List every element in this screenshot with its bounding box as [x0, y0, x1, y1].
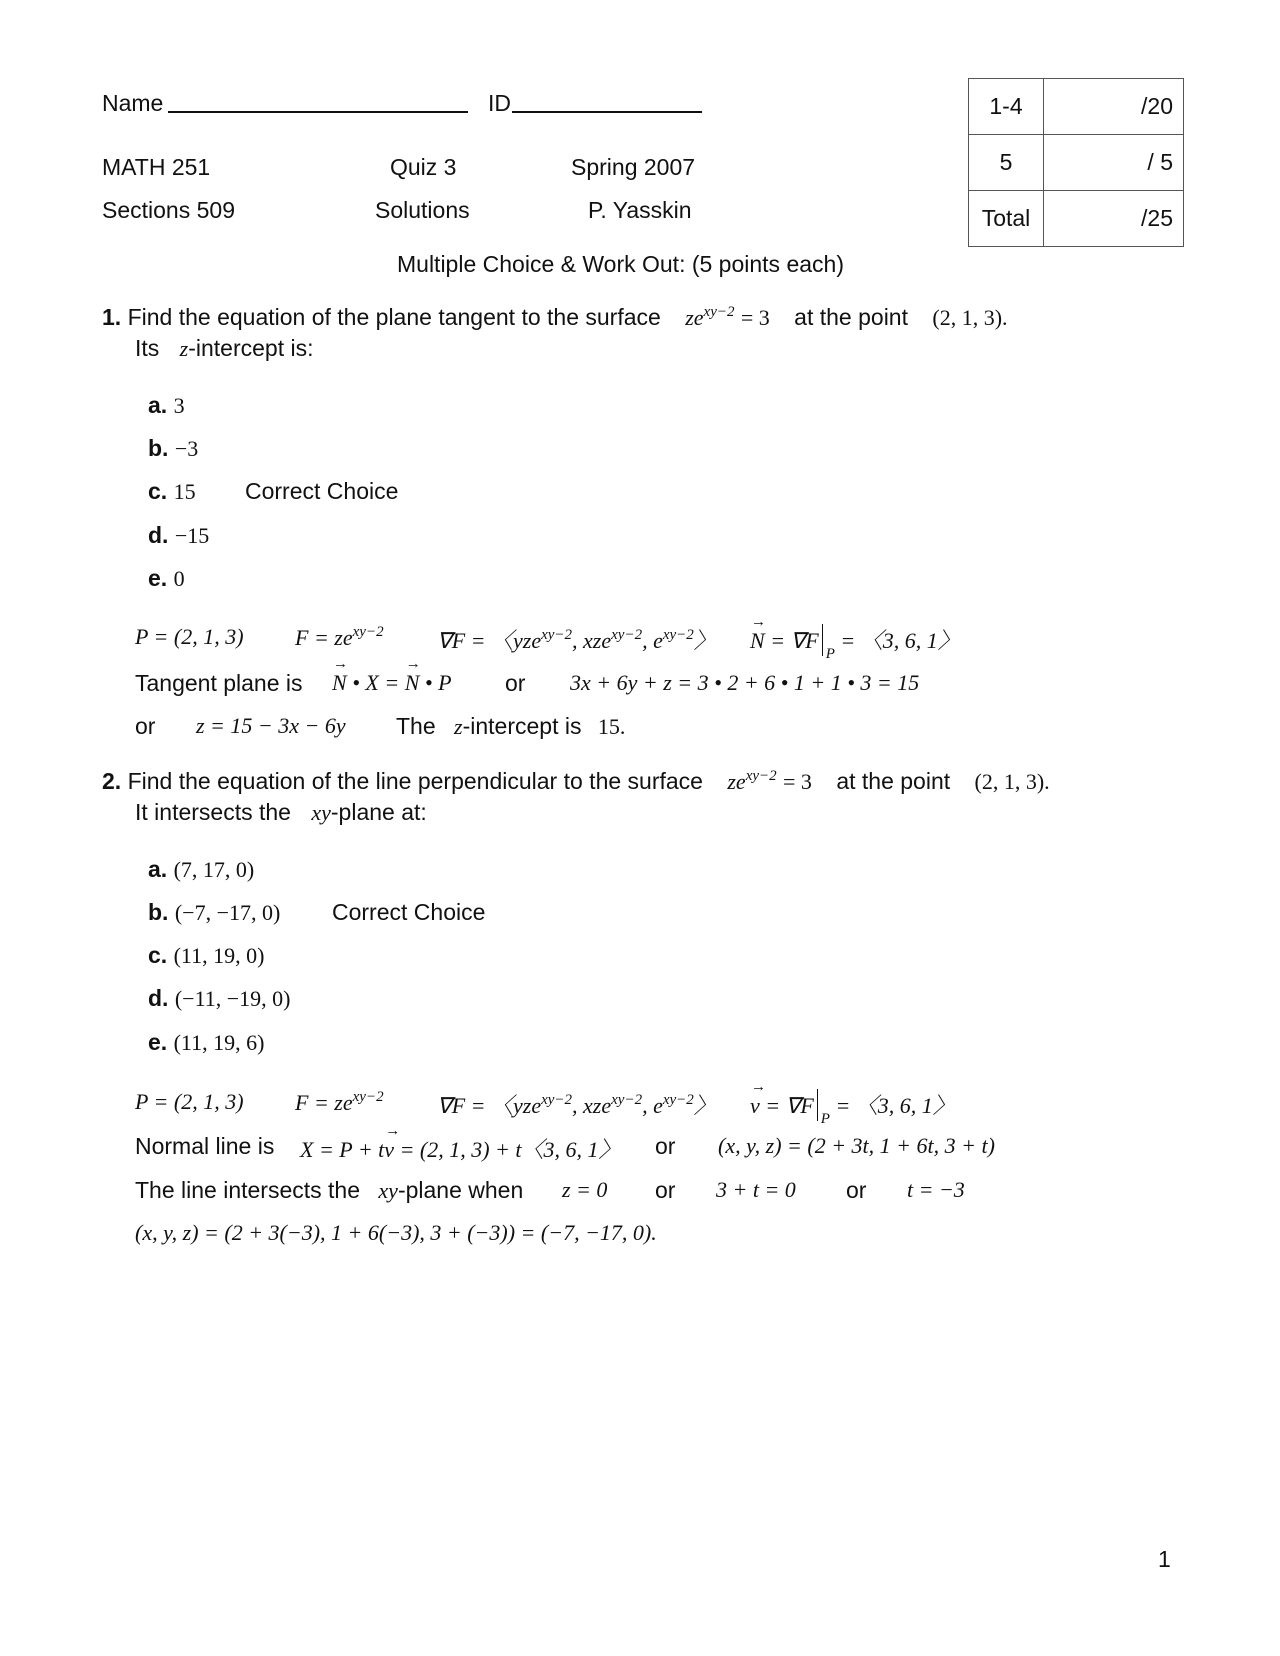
course-title: MATH 251 [102, 154, 211, 180]
q1-number: 1. [102, 304, 122, 330]
q2-option[interactable]: d. (−11, −19, 0) [148, 985, 291, 1011]
q2-text-plane: -plane at: [330, 799, 427, 825]
term: Spring 2007 [571, 154, 696, 180]
q1-sol-or-2: or [135, 713, 156, 739]
q2-sol-param-eq: (x, y, z) = (2 + 3t, 1 + 6t, 3 + t) [718, 1133, 995, 1158]
q1-text-point: at the point [794, 304, 908, 330]
q1-sol-point: P = (2, 1, 3) [135, 624, 244, 649]
q1-correct-choice: Correct Choice [245, 478, 399, 504]
solutions-label: Solutions [375, 197, 470, 223]
q2-number: 2. [102, 768, 122, 794]
q1-sol-plane-eq: 3x + 6y + z = 3 • 2 + 6 • 1 + 1 • 3 = 15 [570, 670, 920, 695]
q2-text: Find the equation of the line perpendicular to the surface [127, 768, 703, 794]
q2-sol-intersect-text: The line intersects the xy-plane when [135, 1177, 524, 1203]
quiz-title: Quiz 3 [390, 154, 457, 180]
q2-prompt-line2 [135, 799, 427, 826]
score-row [969, 191, 1184, 247]
q2-text-point: at the point [836, 768, 951, 794]
q2-sol-z0: z = 0 [562, 1177, 608, 1202]
instructions: Multiple Choice & Work Out: (5 points each) [397, 251, 844, 277]
q2-sol-result: (x, y, z) = (2 + 3(−3), 1 + 6(−3), 3 + (−3)) = (−7, −17, 0). [135, 1220, 657, 1245]
q1-option[interactable]: d. −15 [148, 522, 210, 548]
q1-text-its: Its [135, 335, 160, 361]
q2-sol-or-3: or [846, 1177, 867, 1203]
score-row [969, 79, 1184, 135]
q2-sol-direction: → $v = \nabla F_P$ = 〈3, 6, 1〉 [750, 1089, 955, 1121]
q2-sol-gradient: ∇F = 〈yze$^{xy-2}$, xze$^{xy-2}$, $e^{xy-2}$〉 [437, 1092, 716, 1118]
q1-prompt-line2 [135, 335, 314, 362]
q2-sol-normal-text: Normal line is [135, 1133, 275, 1159]
score-table [968, 78, 1184, 247]
q2-sol-t-eq: 3 + t = 0 [716, 1177, 796, 1202]
q2-correct-choice: Correct Choice [332, 899, 486, 925]
q2-prompt-line1 [102, 768, 1050, 795]
q1-sol-or: or [505, 670, 526, 696]
score-row-value: /25 [1044, 191, 1184, 247]
q1-option[interactable]: a. 3 [148, 392, 185, 418]
score-row-label: Total [969, 191, 1044, 247]
q1-sol-normal: → $N = \nabla F_P$ = 〈3, 6, 1〉 [750, 624, 960, 656]
q1-point: (2, 1, 3). [932, 305, 1008, 330]
q2-equation-rhs: = 3 [783, 769, 812, 794]
q2-point: (2, 1, 3). [974, 769, 1050, 794]
q2-sol-or-2: or [655, 1177, 676, 1203]
q1-text: Find the equation of the plane tangent to the surface [127, 304, 661, 330]
q2-option[interactable]: a. (7, 17, 0) [148, 856, 255, 882]
q1-option[interactable]: e. 0 [148, 565, 185, 591]
q2-var: xy [311, 800, 331, 825]
q2-text-intersects: It intersects the [135, 799, 291, 825]
page-number: 1 [1158, 1546, 1171, 1572]
id-label: ID [488, 90, 511, 116]
q2-sol-t-value: t = −3 [907, 1177, 965, 1202]
q1-option[interactable]: c. 15 [148, 478, 196, 504]
q1-option[interactable]: b. −3 [148, 435, 199, 461]
q2-sol-function: $F = ze^{xy-2}$ [295, 1089, 384, 1115]
q2-sol-point: P = (2, 1, 3) [135, 1089, 244, 1114]
instructor: P. Yasskin [588, 197, 692, 223]
name-field-line[interactable] [168, 111, 468, 113]
score-row-label: 1-4 [969, 79, 1044, 135]
q1-sol-tangent-eq: → N • X = → N • P [332, 670, 452, 696]
q2-sol-or: or [655, 1133, 676, 1159]
score-row-label: 5 [969, 135, 1044, 191]
q1-equation-rhs: = 3 [740, 305, 770, 330]
q1-sol-conclusion: The z-intercept is 15. [396, 713, 626, 739]
sections: Sections 509 [102, 197, 235, 223]
q1-sol-gradient: ∇F = 〈yze$^{xy-2}$, xze$^{xy-2}$, $e^{xy-2}$〉 [437, 627, 716, 653]
q2-sol-line-eq: X = P + t→ v = (2, 1, 3) + t〈3, 6, 1〉 [300, 1133, 621, 1164]
q2-option[interactable]: c. (11, 19, 0) [148, 942, 265, 968]
q1-sol-z-eq: z = 15 − 3x − 6y [196, 713, 346, 738]
q1-sol-function: $F = ze^{xy-2}$ [295, 624, 384, 650]
q2-option[interactable]: e. (11, 19, 6) [148, 1029, 265, 1055]
id-field-line[interactable] [512, 111, 702, 113]
score-row [969, 135, 1184, 191]
q1-equation: $ze^{xy-2}$ [685, 304, 735, 330]
q1-prompt-line1 [102, 304, 1008, 331]
q2-option[interactable]: b. (−7, −17, 0) [148, 899, 281, 925]
q1-var: z [179, 336, 189, 361]
q1-sol-tangent-text: Tangent plane is [135, 670, 303, 696]
name-label: Name [102, 90, 164, 116]
score-row-value: /20 [1044, 79, 1184, 135]
score-row-value: / 5 [1044, 135, 1184, 191]
q1-text-intercept: -intercept is: [188, 335, 314, 361]
q2-equation: $ze^{xy-2}$ [727, 768, 777, 794]
